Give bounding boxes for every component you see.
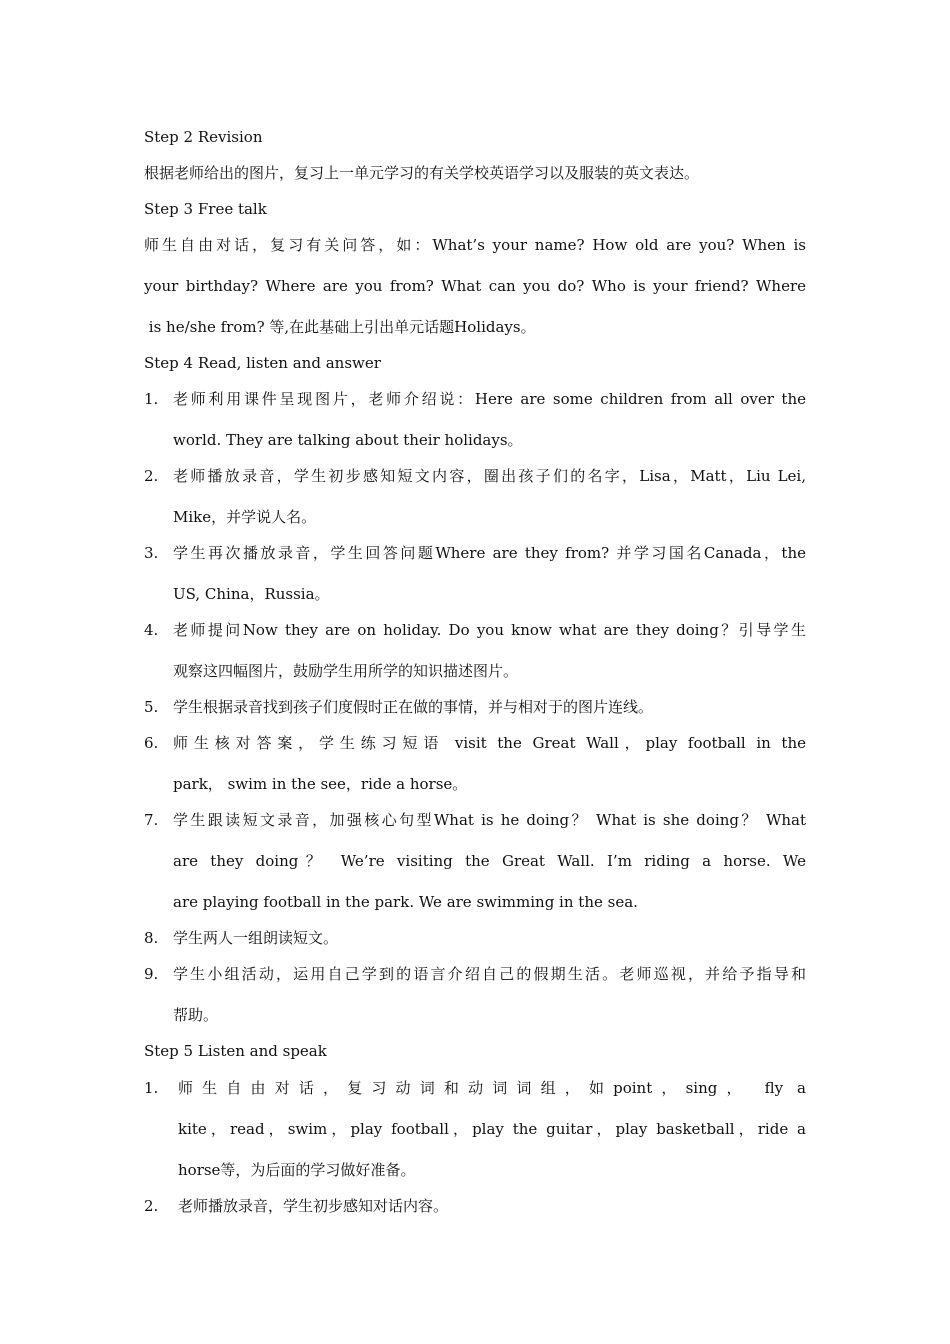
list-item-line: 学生跟读短文录音，加强核心句型What is he doing？ What is she doing？ What (173, 811, 806, 829)
step3-line-3: is he/she from? 等,在此基础上引出单元话题Holidays。 (144, 318, 536, 336)
list-item-line: are playing football in the park. We are swimming in the sea. (173, 893, 638, 911)
list-item-line: Mike，并学说人名。 (173, 508, 317, 526)
step2-text: 根据老师给出的图片，复习上一单元学习的有关学校英语学习以及服装的英文表达。 (144, 164, 700, 182)
step2-heading: Step 2 Revision (144, 128, 263, 146)
list-item-number: 2. (144, 1197, 159, 1215)
list-item-number: 5. (144, 698, 159, 716)
list-item-line: 学生小组活动，运用自己学到的语言介绍自己的假期生活。老师巡视，并给予指导和 (173, 965, 806, 983)
step3-heading: Step 3 Free talk (144, 200, 267, 218)
list-item-number: 1. (144, 390, 159, 408)
list-item-line: 观察这四幅图片，鼓励学生用所学的知识描述图片。 (173, 662, 519, 680)
list-item-line: 老师播放录音，学生初步感知对话内容。 (178, 1197, 449, 1215)
list-item-line: 学生再次播放录音，学生回答问题Where are they from? 并学习国名Canada，the (173, 544, 806, 562)
list-item-number: 9. (144, 965, 159, 983)
list-item-number: 7. (144, 811, 159, 829)
list-item-line: 师生自由对话，复习动词和动词词组，如point，sing， fly a (178, 1079, 806, 1097)
list-item-number: 2. (144, 467, 159, 485)
list-item-line: 帮助。 (173, 1006, 219, 1024)
step5-heading: Step 5 Listen and speak (144, 1042, 327, 1060)
list-item-number: 4. (144, 621, 159, 639)
list-item-line: kite，read，swim，play football，play the guitar，play basketball，ride a (178, 1120, 806, 1138)
list-item-line: are they doing？ We’re visiting the Great Wall. I’m riding a horse. We (173, 852, 806, 870)
list-item-number: 6. (144, 734, 159, 752)
step3-line-1: 师生自由对话，复习有关问答，如：What’s your name? How old are you? When is (144, 236, 806, 254)
step4-heading: Step 4 Read, listen and answer (144, 354, 381, 372)
list-item-line: park， swim in the see，ride a horse。 (173, 775, 468, 793)
list-item-line: world. They are talking about their holidays。 (173, 431, 523, 449)
list-item-line: horse等，为后面的学习做好准备。 (178, 1161, 416, 1179)
step3-line-2: your birthday? Where are you from? What can you do? Who is your friend? Where (144, 277, 806, 295)
list-item-number: 8. (144, 929, 159, 947)
list-item-number: 3. (144, 544, 159, 562)
list-item-line: US, China，Russia。 (173, 585, 330, 603)
list-item-line: 老师利用课件呈现图片，老师介绍说：Here are some children from all over the (173, 390, 806, 408)
list-item-line: 老师提问Now they are on holiday. Do you know what are they doing？引导学生 (173, 621, 806, 639)
list-item-line: 师生核对答案，学生练习短语 visit the Great Wall，play football in the (173, 734, 806, 752)
list-item-number: 1. (144, 1079, 159, 1097)
list-item-line: 学生根据录音找到孩子们度假时正在做的事情，并与相对于的图片连线。 (173, 698, 654, 716)
list-item-line: 老师播放录音，学生初步感知短文内容，圈出孩子们的名字，Lisa，Matt，Liu Lei, (173, 467, 806, 485)
list-item-line: 学生两人一组朗读短文。 (173, 929, 339, 947)
